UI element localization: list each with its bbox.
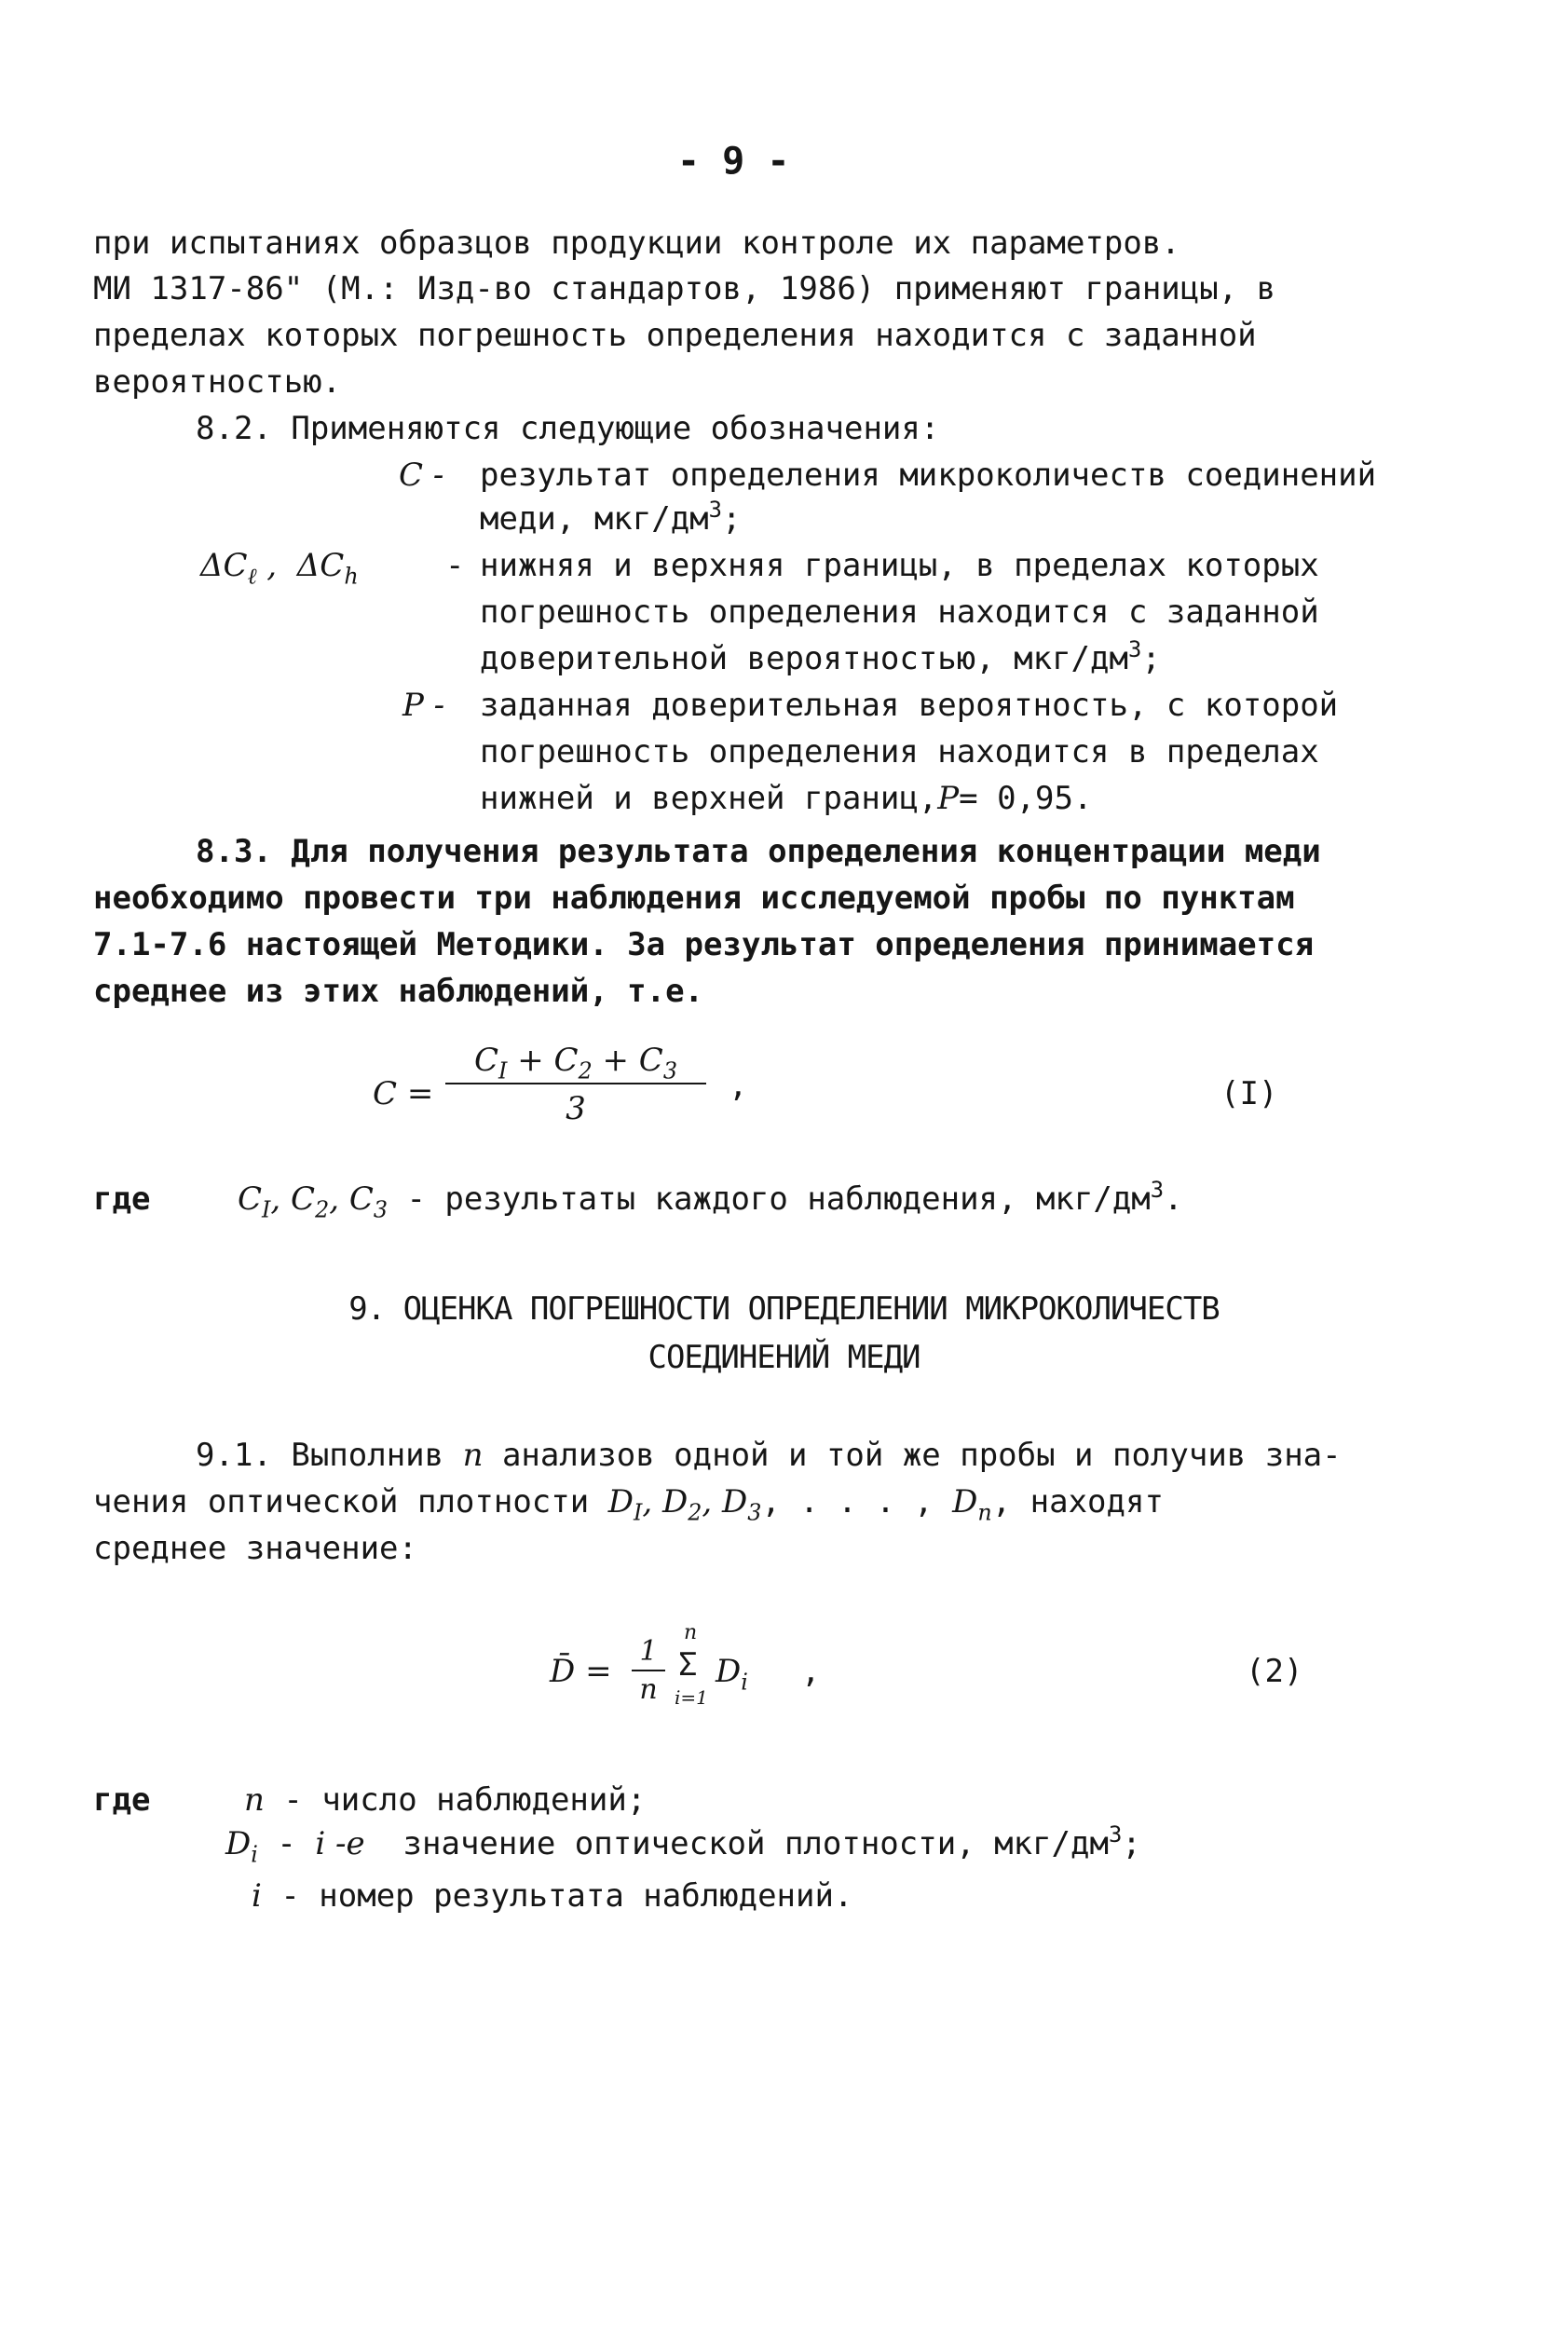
formula-1-fraction [445,1042,706,1127]
s83-line-2: необходимо провести три наблюдения исследуемой пробы по пунктам [93,880,1295,917]
formula-2-comma: , [801,1653,821,1690]
formula-2-fraction [632,1635,665,1706]
p-definition-line-2: погрешность определения находится в пределах [480,733,1319,771]
formula-2-sigma-bottom: i=1 [675,1686,708,1709]
formula-2-sigma: Σ [678,1646,698,1684]
formula-1-comma: , [729,1067,748,1104]
s82-heading: 8.2. Применяются следующие обозначения: [196,410,940,447]
page-number: - 9 - [677,140,790,183]
s83-line-1: 8.3. Для получения результата определения концентрации меди [196,833,1321,870]
formula-1-denominator: 3 [445,1083,706,1127]
formula-1-lhs: C = [373,1075,434,1112]
p-symbol: P - [402,687,445,724]
formula-1-numerator: $C_I + C_2 + C_3$ [474,1042,677,1084]
where-2-d-line: $D_i$ - i -e значение оптической плотности, мкг/$дм^3$; [225,1821,1141,1868]
where-1-definition: $C_I$, $C_2$, $C_3$ - результаты каждого наблюдения, мкг/$дм^3$. [238,1176,1183,1223]
delta-c-dash: - [445,547,465,584]
delta-c-symbols: $\Delta C_\ell$ , $\Delta C_h$ [200,547,359,590]
section-9-title-line-2: СОЕДИНЕНИЙ МЕДИ [648,1339,920,1376]
intro-line-4: вероятностью. [93,363,342,401]
s91-line-3: среднее значение: [93,1530,417,1567]
where-2-label: где [93,1781,151,1819]
c-definition-line-1: результат определения микроколичеств соединений [480,457,1377,494]
section-9-title-line-1: 9. ОЦЕНКА ПОГРЕШНОСТИ ОПРЕДЕЛЕНИИ МИКРОКОЛИЧЕСТВ [348,1290,1220,1328]
p-definition-line-1: заданная доверительная вероятность, с которой [480,687,1339,724]
where-2-n-line: n - число наблюдений; [244,1781,647,1819]
where-1-label: где [93,1180,151,1218]
intro-line-2: МИ 1317-86" (М.: Изд-во стандартов, 1986) применяют границы, в [93,270,1276,307]
where-2-i-line: i - номер результата наблюдений. [252,1877,853,1915]
delta-c-definition-line-2: погрешность определения находится с заданной [480,593,1319,631]
formula-2-term: $D_i$ [716,1653,748,1696]
formula-2-sigma-top: n [684,1621,698,1644]
c-symbol: C - [399,457,444,494]
s83-line-3: 7.1-7.6 настоящей Методики. За результат определения принимается [93,926,1315,963]
delta-c-definition-line-1: нижняя и верхняя границы, в пределах которых [480,547,1319,584]
c-definition-line-2: меди, мкг/$дм^3$; [480,496,742,538]
formula-2-number: (2) [1246,1653,1303,1690]
s83-line-4: среднее из этих наблюдений, т.е. [93,973,704,1010]
intro-line-3: пределах которых погрешность определения находится с заданной [93,317,1257,354]
formula-1-number: (I) [1220,1075,1278,1112]
intro-line-1: при испытаниях образцов продукции контроле их параметров. [93,225,1180,262]
s91-line-1: 9.1. Выполнив n анализов одной и той же пробы и получив зна- [196,1437,1342,1474]
formula-2-lhs: D̄ = [550,1653,612,1690]
delta-c-definition-line-3: доверительной вероятностью, мкг/$дм^3$; [480,635,1161,677]
formula-2-denominator: n [632,1670,665,1706]
formula-2-numerator: 1 [639,1635,658,1668]
s91-line-2: чения оптической плотности $D_I$, $D_2$, $D_3$, . . . , $D_n$, находят [93,1483,1164,1526]
p-definition-line-3: нижней и верхней границ,P= 0,95. [480,780,1093,817]
